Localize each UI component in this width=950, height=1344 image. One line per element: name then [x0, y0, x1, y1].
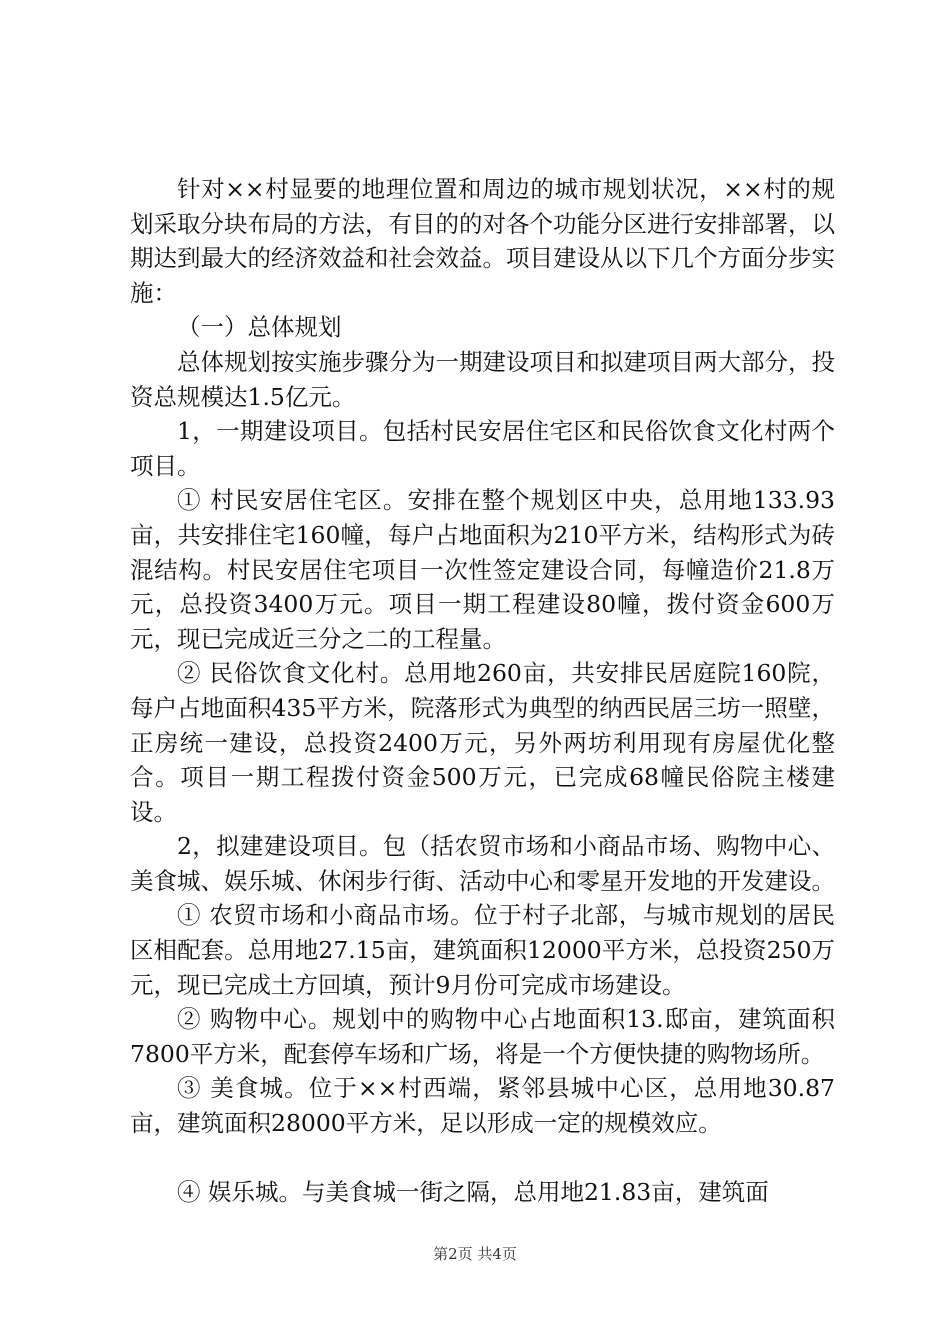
paragraph-overall-plan: 总体规划按实施步骤分为一期建设项目和拟建项目两大部分，投资总规模达1.5亿元。: [130, 347, 835, 411]
paragraph-planned-projects: 2，拟建建设项目。包（括农贸市场和小商品市场、购物中心、美食城、娱乐城、休闲步行街、活动中心和零星开发地的开发建设。: [130, 832, 835, 895]
paragraph-folk-culture-village: ② 民俗饮食文化村。总用地260亩，共安排民居庭院160院，每户占地面积435平方米，院落形式为典型的纳西民居三坊一照壁，正房统一建设，总投资2400万元，另外两坊利用现有房屋优化整合。项目一期工程拨付资金500万元，已完成68幢民俗院主楼建设。: [130, 659, 835, 826]
paragraph-food-city: ③ 美食城。位于××村西端，紧邻县城中心区，总用地30.87亩，建筑面积28000平方米，足以形成一定的规模效应。: [130, 1074, 835, 1138]
paragraph-residential-area: ① 村民安居住宅区。安排在整个规划区中央，总用地133.93亩，共安排住宅160幢，每户占地面积为210平方米，结构形式为砖混结构。村民安居住宅项目一次性签定建设合同，每幢造价21.8万元，总投资3400万元。项目一期工程建设80幢，拨付资金600万元，现已完成近三分之二的工程量。: [130, 486, 835, 653]
paragraph-shopping-center: ② 购物中心。规划中的购物中心占地面积13.邸亩，建筑面积7800平方米，配套停车场和广场，将是一个方便快捷的购物场所。: [130, 1005, 835, 1068]
page-number: 第2页 共4页: [433, 1245, 517, 1263]
paragraph-market: ① 农贸市场和小商品市场。位于村子北部，与城市规划的居民区相配套。总用地27.15亩，建筑面积12000平方米，总投资250万元，现已完成土方回填，预计9月份可完成市场建设。: [130, 901, 835, 999]
paragraph-intro: 针对××村显要的地理位置和周边的城市规划状况，××村的规划采取分块布局的方法，有目的的对各个功能分区进行安排部署，以期达到最大的经济效益和社会效益。项目建设从以下几个方面分步实施：: [130, 175, 835, 307]
section-heading: （一）总体规划: [177, 313, 342, 342]
paragraph-phase-one: 1，一期建设项目。包括村民安居住宅区和民俗饮食文化村两个项目。: [130, 417, 835, 480]
body-text: [130, 172, 835, 1209]
paragraph-entertainment-city: ④ 娱乐城。与美食城一街之隔，总用地21.83亩，建筑面: [177, 1177, 769, 1206]
